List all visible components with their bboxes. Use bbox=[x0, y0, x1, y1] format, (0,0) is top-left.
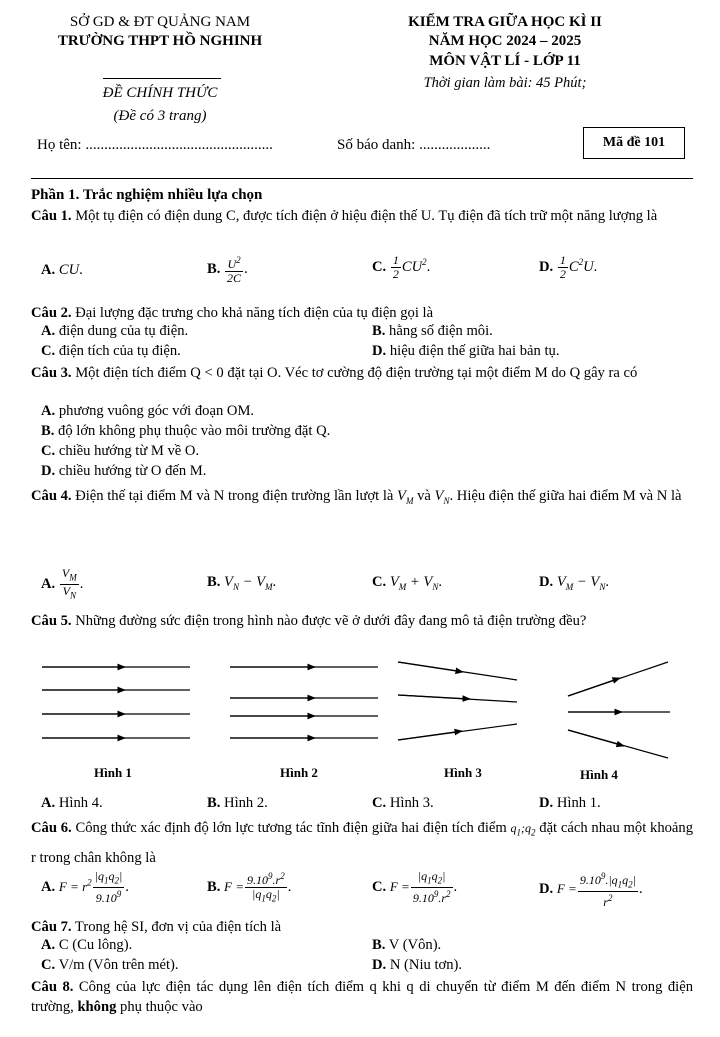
option-label: C. bbox=[372, 795, 387, 811]
question-number: Câu 4. bbox=[31, 488, 72, 504]
figure-4-label: Hình 4 bbox=[580, 767, 618, 782]
question-text: Công của lực điện tác dụng lên điện tích điểm q khi q di chuyển từ điểm M đến điểm N trong điện trường, bbox=[31, 979, 694, 1015]
question-2 bbox=[31, 303, 693, 323]
school-year: NĂM HỌC 2024 – 2025 bbox=[428, 33, 582, 49]
q5-option-d[interactable] bbox=[539, 795, 601, 812]
option-label: A. bbox=[41, 262, 56, 278]
option-label: D. bbox=[539, 881, 554, 898]
option-label: B. bbox=[372, 323, 386, 339]
figure-3-converging-lines bbox=[398, 662, 517, 740]
figure-1-uniform-lines bbox=[42, 667, 190, 738]
q5-option-c[interactable] bbox=[372, 795, 434, 812]
question-text: đặt cách nhau một khoảng r trong chân không là bbox=[31, 820, 693, 867]
option-label: A. bbox=[41, 937, 56, 953]
q6-option-c[interactable]: C. F = $\frac{|q_1q_2|}{9.10^9.r^2}$ . bbox=[372, 869, 458, 906]
q3-option-c[interactable] bbox=[41, 443, 199, 460]
subject-title: MÔN VẬT LÍ - LỚP 11 bbox=[429, 53, 581, 69]
option-text: Hình 1. bbox=[553, 795, 601, 811]
question-number: Câu 5. bbox=[31, 613, 72, 629]
question-text: Điện thế tại điểm M và N trong điện trường lần lượt là bbox=[71, 488, 398, 504]
option-text: phương vuông góc với đoạn OM. bbox=[55, 403, 255, 419]
q5-option-b[interactable] bbox=[207, 795, 268, 812]
option-text: điện dung của tụ điện. bbox=[55, 323, 189, 339]
option-label: B. bbox=[207, 795, 221, 811]
option-label: A. bbox=[41, 576, 56, 593]
option-label: D. bbox=[539, 574, 554, 590]
figure-2-unequal-spacing bbox=[230, 667, 378, 738]
option-label: B. bbox=[207, 260, 221, 277]
question-text: Một tụ điện có điện dung C, được tích điện ở hiệu điện thế U. Tụ điện đã tích trữ một năng lượng là bbox=[71, 208, 658, 224]
q1-option-a[interactable]: A. CU. bbox=[41, 262, 83, 278]
option-text: N (Niu tơn). bbox=[386, 957, 463, 973]
option-text: Hình 2. bbox=[220, 795, 268, 811]
question-number: Câu 1. bbox=[31, 208, 72, 224]
exam-time: Thời gian làm bài: 45 Phút; bbox=[423, 75, 587, 91]
student-id-line: Số báo danh: ................... bbox=[337, 137, 491, 153]
q3-option-a[interactable] bbox=[41, 403, 254, 420]
question-text: . Hiệu điện thế giữa hai điểm M và N là bbox=[449, 488, 682, 504]
q4-option-d[interactable]: D. $V_M - V_N$. bbox=[539, 574, 610, 592]
q1-option-d[interactable]: D. $\frac{1}{2}$ $C^2U$. bbox=[539, 253, 598, 281]
question-5 bbox=[31, 611, 693, 631]
option-label: D. bbox=[372, 343, 387, 359]
option-label: C. bbox=[372, 574, 387, 590]
question-4: Câu 4. Điện thế tại điểm M và N trong điện trường lần lượt là $V_M$ và $V_N$. Hiệu điện thế giữa hai điểm M và N là bbox=[31, 488, 682, 506]
q1-option-c[interactable]: C. $\frac{1}{2}$ $CU^2$. bbox=[372, 253, 431, 281]
option-label: B. bbox=[207, 879, 221, 896]
question-text: Công thức xác định độ lớn lực tương tác tĩnh điện giữa hai điện tích điểm bbox=[71, 820, 511, 836]
option-text: V (Vôn). bbox=[385, 937, 442, 953]
q3-option-d[interactable] bbox=[41, 463, 206, 480]
option-text: độ lớn không phụ thuộc vào môi trường đặt Q. bbox=[54, 423, 331, 439]
option-text: Hình 4. bbox=[55, 795, 103, 811]
option-label: C. bbox=[372, 258, 387, 275]
page-count: (Đề có 3 trang) bbox=[113, 108, 207, 124]
q4-option-a[interactable]: A. $\frac{V_M}{V_N}$ . bbox=[41, 566, 84, 601]
q4-option-b[interactable]: B. $V_N - V_M$. bbox=[207, 574, 277, 592]
question-number: Câu 3. bbox=[31, 365, 72, 381]
q6-option-d[interactable]: D. F = $\frac{9.10^9.|q_1q_2|}{r^2}$ . bbox=[539, 871, 643, 910]
option-label: B. bbox=[207, 574, 221, 590]
q2-option-d[interactable] bbox=[372, 343, 559, 360]
question-text: Trong hệ SI, đơn vị của điện tích là bbox=[71, 919, 282, 935]
q4-option-c[interactable]: C. $V_M + V_N$. bbox=[372, 574, 443, 592]
q1-option-b[interactable]: B. $\frac{U^2}{2C}$ . bbox=[207, 255, 248, 285]
q7-option-a[interactable] bbox=[41, 937, 132, 954]
exam-title: KIỂM TRA GIỮA HỌC KÌ II bbox=[408, 14, 602, 30]
q6-option-b[interactable]: B. F = $\frac{9.10^9.r^2}{|q_1q_2|}$ . bbox=[207, 871, 292, 904]
q2-option-c[interactable] bbox=[41, 343, 181, 360]
option-label: A. bbox=[41, 323, 56, 339]
option-text: hiệu điện thế giữa hai bản tụ. bbox=[386, 343, 560, 359]
option-text: điện tích của tụ điện. bbox=[55, 343, 181, 359]
figure-4-diverging-lines bbox=[568, 662, 670, 758]
option-text: C (Cu lông). bbox=[55, 937, 133, 953]
option-text: Hình 3. bbox=[386, 795, 434, 811]
figure-3-label: Hình 3 bbox=[444, 765, 482, 780]
question-text: Một điện tích điểm Q < 0 đặt tại O. Véc tơ cường độ điện trường tại một điểm M do Q gây ra có bbox=[71, 365, 638, 381]
option-label: A. bbox=[41, 795, 56, 811]
option-text: chiều hướng từ M về O. bbox=[55, 443, 200, 459]
part1-title: Phần 1. Trắc nghiệm nhiều lựa chọn bbox=[31, 187, 263, 203]
q5-option-a[interactable] bbox=[41, 795, 103, 812]
question-number: Câu 2. bbox=[31, 305, 72, 321]
option-label: A. bbox=[41, 403, 56, 419]
question-7 bbox=[31, 917, 693, 937]
figure-1-label: Hình 1 bbox=[94, 765, 132, 780]
option-label: D. bbox=[539, 258, 554, 275]
question-3 bbox=[31, 363, 693, 383]
student-name-line: Họ tên: .................................................. bbox=[37, 137, 273, 153]
question-number: Câu 6. bbox=[31, 820, 72, 836]
emphasis-text: không bbox=[77, 999, 117, 1015]
q2-option-a[interactable] bbox=[41, 323, 188, 340]
option-label: C. bbox=[41, 957, 56, 973]
option-label: D. bbox=[41, 463, 56, 479]
school-name: TRƯỜNG THPT HỒ NGHINH bbox=[57, 33, 263, 49]
q7-option-d[interactable] bbox=[372, 957, 462, 974]
option-label: B. bbox=[41, 423, 55, 439]
option-label: C. bbox=[41, 343, 56, 359]
option-text: chiều hướng từ O đến M. bbox=[55, 463, 207, 479]
q7-option-b[interactable] bbox=[372, 937, 441, 954]
question-number: Câu 8. bbox=[31, 979, 74, 995]
question-1 bbox=[31, 206, 693, 226]
option-text: V/m (Vôn trên mét). bbox=[55, 957, 179, 973]
q3-option-b[interactable] bbox=[41, 423, 330, 440]
option-text: hằng số điện môi. bbox=[385, 323, 493, 339]
figure-2-label: Hình 2 bbox=[280, 765, 318, 780]
official-label: ĐỀ CHÍNH THỨC bbox=[102, 85, 218, 101]
question-6: Câu 6. Công thức xác định độ lớn lực tương tác tĩnh điện giữa hai điện tích điểm $q_1;q_2$ đặt cách nhau một khoảng r trong chân không là bbox=[31, 820, 693, 867]
option-label: D. bbox=[372, 957, 387, 973]
option-label: C. bbox=[41, 443, 56, 459]
option-label: A. bbox=[41, 879, 56, 896]
q7-option-c[interactable] bbox=[41, 957, 179, 974]
q2-option-b[interactable] bbox=[372, 323, 493, 340]
question-text: Đại lượng đặc trưng cho khả năng tích điện của tụ điện gọi là bbox=[71, 305, 434, 321]
question-8 bbox=[31, 977, 693, 1017]
header-divider-left bbox=[103, 78, 221, 79]
q6-option-a[interactable]: A. $F = r^2$ $\frac{|q_1q_2|}{9.10^9}$ . bbox=[41, 869, 129, 906]
question-text: phụ thuộc vào bbox=[116, 999, 203, 1015]
header-divider bbox=[31, 178, 693, 179]
exam-code-box: Mã đề 101 bbox=[583, 127, 685, 159]
question-text: và bbox=[413, 488, 435, 504]
department-name: SỞ GD & ĐT QUẢNG NAM bbox=[69, 14, 251, 30]
option-label: D. bbox=[539, 795, 554, 811]
question-number: Câu 7. bbox=[31, 919, 72, 935]
question-text: Những đường sức điện trong hình nào được vẽ ở dưới đây đang mô tả điện trường đều? bbox=[71, 613, 587, 629]
option-label: C. bbox=[372, 879, 387, 896]
option-label: B. bbox=[372, 937, 386, 953]
field-line-figures bbox=[0, 650, 720, 760]
